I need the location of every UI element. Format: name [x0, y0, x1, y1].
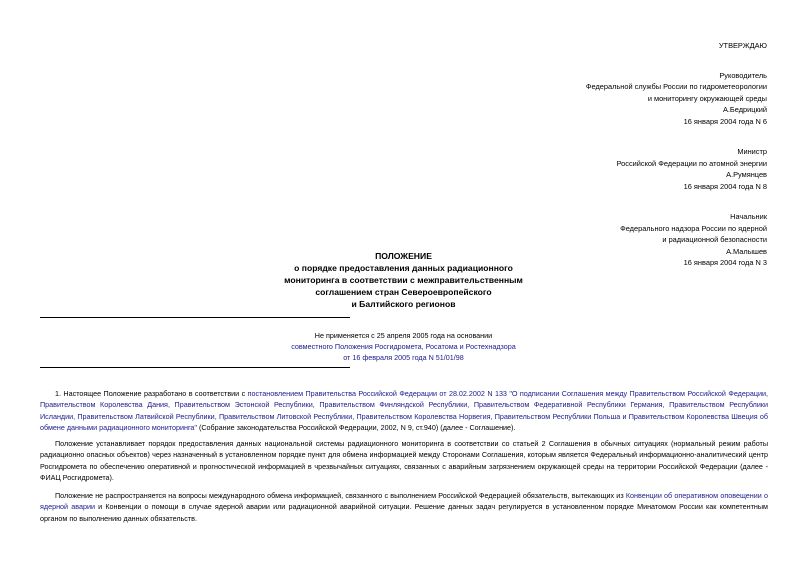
status-note-text: Не применяется с 25 апреля 2005 года на основании: [314, 331, 493, 340]
signer-position: Руководитель: [719, 70, 767, 80]
title-line: соглашением стран Североевропейского: [315, 287, 492, 297]
title-line: мониторинга в соответствии с межправительственным: [284, 275, 523, 285]
status-note: [0, 330, 807, 363]
signer-date: 16 января 2004 года N 8: [683, 181, 767, 191]
paragraph-1: [40, 388, 768, 433]
title-line: и Балтийского регионов: [351, 299, 456, 309]
resolution-link[interactable]: постановлением Правительства Российской Федерации от 28.02.2002 N 133 "О подписании Соглашения между Правительством Российской Федерации, Правительством Королевства Дания, Правительством Эстонской Республики, Правительством Финляндской Республики, Правительством Федеративной Республики Германия, Правительством Республики Исландии, Правительством Латвийской Республики, Правительством Литовской Республики, Правительством Королевства Норвегия, Правительством Республики Польша и Правительством Королевства Швеция об обмене данными радиационного мониторинга": [40, 389, 768, 432]
signer-name: А.Малышев: [726, 246, 767, 256]
signer-name: А.Румянцев: [726, 170, 767, 179]
divider-bottom: [40, 367, 350, 368]
signer-date: 16 января 2004 года N 3: [683, 258, 767, 267]
paragraph-text: (Собрание законодательства Российской Федерации, 2002, N 9, ст.940) (далее - Соглашение).: [196, 422, 516, 432]
signer-organization: и радиационной безопасности: [662, 235, 767, 244]
document-title: [0, 250, 807, 310]
convention-link[interactable]: Конвенции об оперативном оповещении о ядерной аварии: [40, 491, 768, 512]
signer-organization: Федеральной службы России по гидрометеорологии: [585, 82, 767, 91]
signer-date: 16 января 2004 года N 6: [683, 116, 767, 126]
paragraph-text: Положение не распространяется на вопросы международного обмена информацией, связанного с выполнением Российской Федерацией обязательств, вытекающих из: [55, 491, 626, 500]
paragraph-text: и Конвенции о помощи в случае ядерной аварии или радиационной аварийной ситуации. Решение данных задач регулируется в установленном порядке Минатомом России как компетентным органом по выполнению данных обязательств.: [40, 502, 768, 523]
paragraph-2: [40, 438, 768, 483]
signer-organization: Федерального надзора России по ядерной: [620, 223, 767, 233]
approval-signer-minatom: [586, 146, 767, 192]
signer-organization: и мониторингу окружающей среды: [647, 93, 767, 103]
status-note-link[interactable]: совместного Положения Росгидромета, Росатома и Ростехнадзора: [291, 342, 516, 351]
title-line: о порядке предоставления данных радиационного: [294, 263, 513, 273]
paragraph-text: Положение устанавливает порядок предоставления данных национальной системы радиационного мониторинга в соответствии со статьей 2 Соглашения в обычных ситуациях (нормальный режим работы радиационно опасных объектов) через назначенный в установленном порядке пункт для обмена информацией между Сторонами Соглашения, которым является Федеральный информационно-аналитический центр Росгидромета по обеспечению оперативной и прогностической информацией в чрезвычайных ситуациях, связанных с аварийным загрязнением окружающей среды на территории Российской Федерации (далее - ФИАЦ Росгидромета).: [40, 439, 768, 482]
status-note-link[interactable]: от 16 февраля 2005 года N 51/01/98: [343, 353, 464, 362]
divider-top: [40, 317, 350, 318]
approval-heading: УТВЕРЖДАЮ: [718, 41, 767, 50]
paragraph-text: 1. Настоящее Положение разработано в соответствии с: [55, 389, 248, 398]
paragraph-3: [40, 490, 768, 524]
signer-name: А.Бедрицкий: [722, 105, 767, 114]
signer-organization: Российской Федерации по атомной энергии: [616, 158, 767, 168]
signer-position: Министр: [737, 147, 767, 156]
title-line: ПОЛОЖЕНИЕ: [375, 251, 432, 261]
approval-signer-roshydromet: [586, 70, 767, 128]
signer-position: Начальник: [730, 212, 767, 221]
